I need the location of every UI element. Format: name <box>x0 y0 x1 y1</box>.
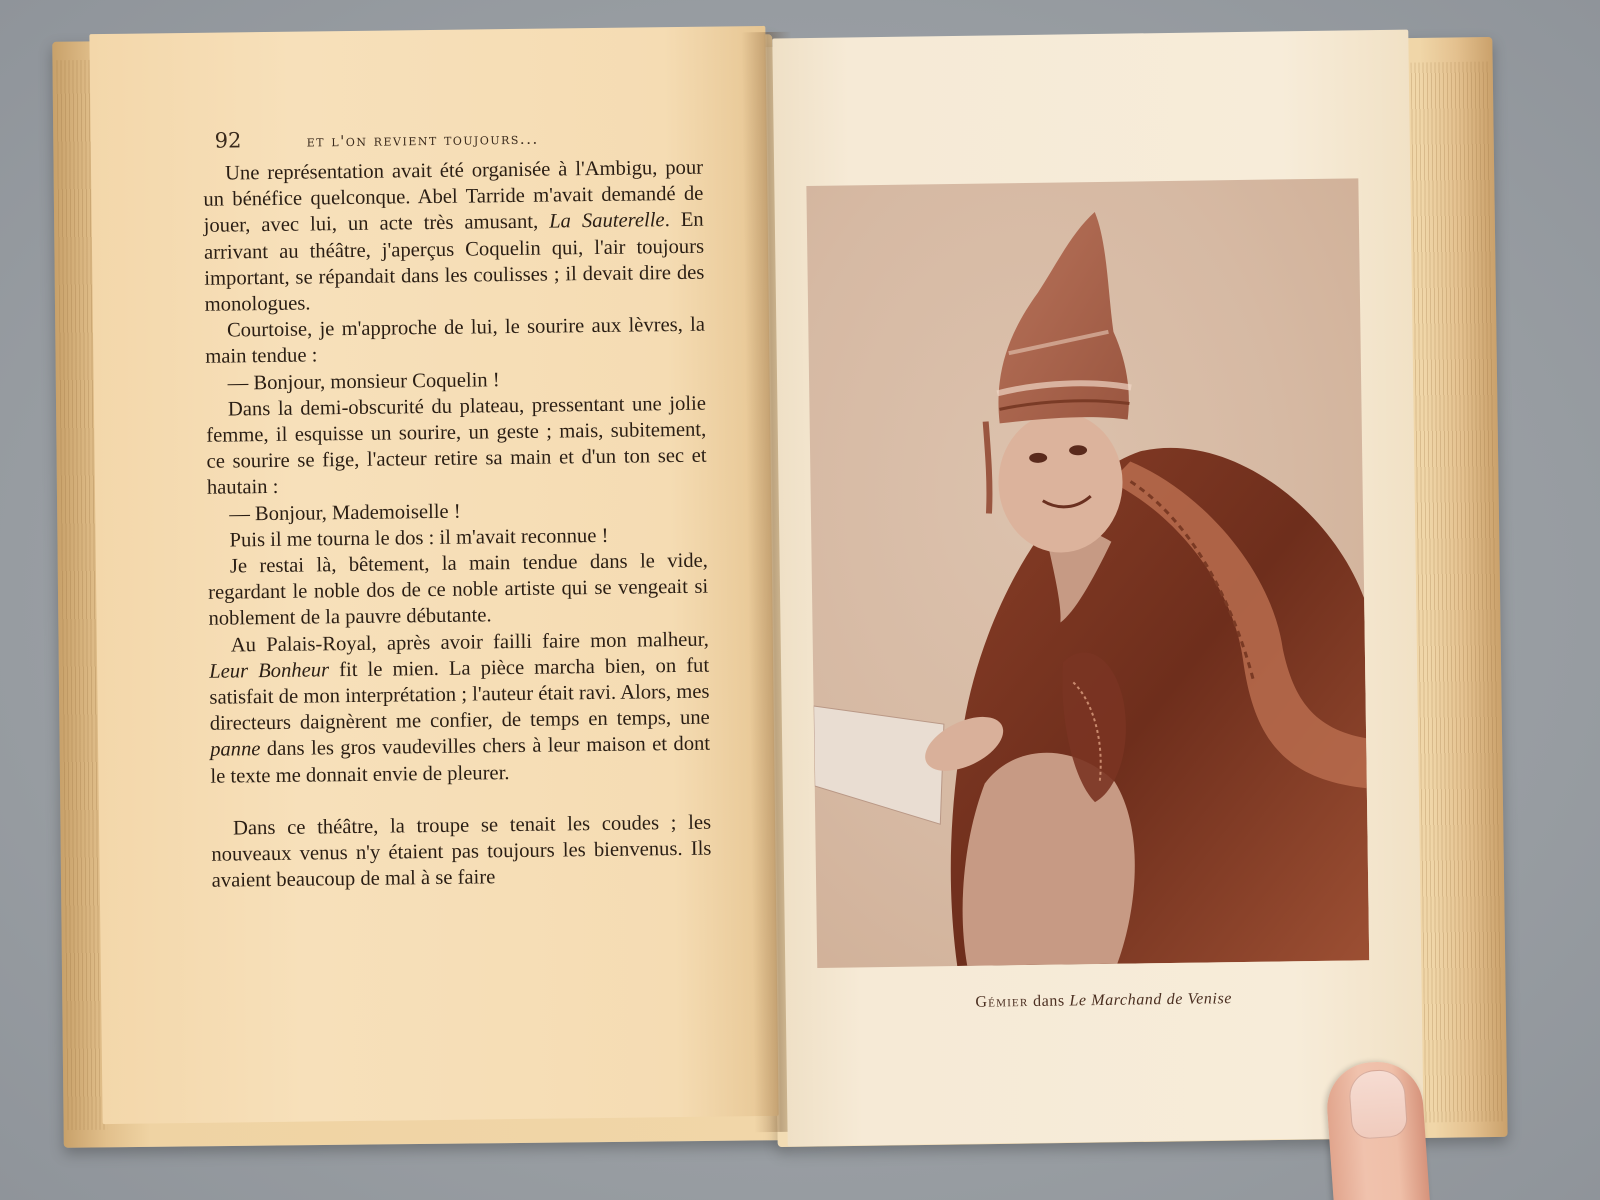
paper-sheet <box>814 704 946 826</box>
portrait-illustration <box>806 178 1369 968</box>
paragraph: Je restai là, bêtement, la main tendue dans le vide, regardant le noble dos de ce noble artiste qui se vengeait si noblement de la pauvre débutante. <box>208 549 709 631</box>
paragraph: Dans la demi-obscurité du plateau, pressentant une jolie femme, il esquisse un sourire, un geste ; mais, subitement, ce sourire se fige, l'acteur retire sa main et d'un ton sec et hautain : <box>206 392 707 500</box>
paragraph: — Bonjour, monsieur Coquelin ! <box>227 368 500 395</box>
left-page <box>89 26 778 1124</box>
paragraph: Courtoise, je m'approche de lui, le sourire aux lèvres, la main tendue : <box>205 313 706 369</box>
caption-connector: dans <box>1032 992 1065 1010</box>
right-page <box>772 30 1423 1147</box>
paragraph: Dans ce théâtre, la troupe se tenait les coudes ; les nouveaux venus n'y étaient pas toujours les bienvenus. Ils avaient beaucoup de mal à se faire <box>211 811 712 893</box>
paragraph: — Bonjour, Mademoiselle ! <box>229 500 461 526</box>
thumbnail-nail <box>1348 1068 1409 1140</box>
running-head <box>215 122 735 152</box>
photo-caption <box>786 988 1422 1015</box>
page-edges-right <box>1411 62 1504 1123</box>
body-text <box>203 155 712 895</box>
paragraph: Puis il me tourna le dos : il m'avait reconnue ! <box>229 524 609 552</box>
paragraph: Une représentation avait été organisée à l'Ambigu, pour un bénéfice quelconque. Abel Tarride m'avait demandé de jouer, avec lui, un acte très amusant, La Sauterelle. En arrivant au théâtre, j'aperçus Coquelin qui, l'air toujours important, se répandait dans les coulisses ; il devait dire des monologues. <box>203 156 705 316</box>
caption-play-title: Le Marchand de Venise <box>1069 990 1233 1010</box>
portrait-photo <box>806 178 1369 968</box>
paragraph: Au Palais-Royal, après avoir failli faire mon malheur, Leur Bonheur fit le mien. La pièce marcha bien, on fut satisfait de mon interprétation ; l'auteur était ravi. Alors, mes directeurs daignèrent me confier, de temps en temps, une panne dans les gros vaudevilles chers à leur maison et dont le texte me donnait envie de pleurer. <box>209 628 711 788</box>
running-title: et l'on revient toujours... <box>306 129 539 151</box>
page-number: 92 <box>214 128 242 153</box>
caption-name: Gémier <box>975 993 1029 1011</box>
